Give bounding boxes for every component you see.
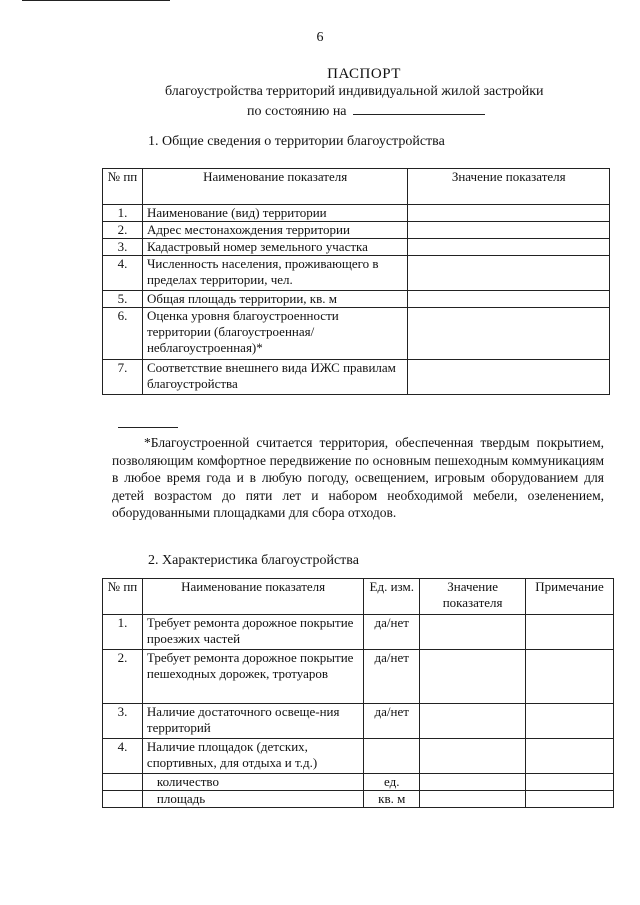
- row-value-cell[interactable]: [408, 308, 610, 360]
- as-of-label: по состоянию на: [247, 104, 347, 119]
- row-num: 3.: [103, 239, 143, 256]
- subrow-unit: кв. м: [364, 791, 420, 808]
- row-unit: да/нет: [364, 650, 420, 704]
- row-name: Наличие достаточного освеще-ния территорий: [142, 704, 363, 739]
- table-row: [103, 308, 610, 360]
- row-name: Оценка уровня благоустроенности территории (благоустроенная/ неблагоустроенная)*: [142, 308, 408, 360]
- row-value-cell[interactable]: [420, 704, 526, 739]
- document-title: ПАСПОРТ: [327, 66, 401, 82]
- table-subrow: [103, 791, 614, 808]
- row-value-cell[interactable]: [420, 615, 526, 650]
- as-of-date-line: [247, 102, 485, 120]
- row-num: 1.: [103, 205, 143, 222]
- row-note-cell[interactable]: [526, 739, 614, 774]
- top-border-line: [22, 0, 170, 1]
- table-row: [103, 256, 610, 291]
- row-value-cell[interactable]: [408, 360, 610, 395]
- table-row: [103, 239, 610, 256]
- table-header-row: [103, 169, 610, 205]
- row-name: Наличие площадок (детских, спортивных, для отдыха и т.д.): [142, 739, 363, 774]
- row-num: 4.: [103, 739, 143, 774]
- page-number: 6: [316, 30, 324, 45]
- row-num: [103, 774, 143, 791]
- row-name: Соответствие внешнего вида ИЖС правилам благоустройства: [142, 360, 408, 395]
- header-value: Значение показателя: [420, 579, 526, 615]
- table-row: [103, 739, 614, 774]
- as-of-date-blank[interactable]: [353, 102, 485, 115]
- row-name: Требует ремонта дорожное покрытие проезжих частей: [142, 615, 363, 650]
- row-num: 1.: [103, 615, 143, 650]
- subrow-value-cell[interactable]: [420, 774, 526, 791]
- subrow-note-cell[interactable]: [526, 791, 614, 808]
- row-value-cell[interactable]: [408, 256, 610, 291]
- row-name: Адрес местонахождения территории: [142, 222, 408, 239]
- table-row: [103, 205, 610, 222]
- row-num: 6.: [103, 308, 143, 360]
- row-value-cell[interactable]: [408, 291, 610, 308]
- document-subtitle: благоустройства территорий индивидуальной жилой застройки: [165, 84, 544, 99]
- table-row: [103, 291, 610, 308]
- header-name: Наименование показателя: [142, 579, 363, 615]
- table-subrow: [103, 774, 614, 791]
- table-header-row: [103, 579, 614, 615]
- header-num: № пп: [103, 169, 143, 205]
- row-value-cell[interactable]: [408, 222, 610, 239]
- row-value-cell[interactable]: [408, 205, 610, 222]
- row-num: 3.: [103, 704, 143, 739]
- header-num: № пп: [103, 579, 143, 615]
- section2-heading: 2. Характеристика благоустройства: [148, 553, 359, 568]
- row-note-cell[interactable]: [526, 704, 614, 739]
- row-num: 2.: [103, 650, 143, 704]
- footnote-text: *Благоустроенной считается территория, обеспеченная твердым покрытием, позволяющим комфортное передвижение по основным пешеходным коммуникациям в любое время года и в любую погоду, освещением, игровым оборудованием для детей возрастом до пяти лет и набором необходимой мебели, озеленением, оборудованными площадками для сбора отходов.: [112, 435, 604, 520]
- table-row: [103, 650, 614, 704]
- row-value-cell[interactable]: [420, 650, 526, 704]
- row-name: Кадастровый номер земельного участка: [142, 239, 408, 256]
- row-name: Наименование (вид) территории: [142, 205, 408, 222]
- table-row: [103, 222, 610, 239]
- table-row: [103, 704, 614, 739]
- row-name: Общая площадь территории, кв. м: [142, 291, 408, 308]
- header-value: Значение показателя: [408, 169, 610, 205]
- row-num: 2.: [103, 222, 143, 239]
- header-name: Наименование показателя: [142, 169, 408, 205]
- row-num: 4.: [103, 256, 143, 291]
- row-name: Требует ремонта дорожное покрытие пешеходных дорожек, тротуаров: [142, 650, 363, 704]
- row-num: [103, 791, 143, 808]
- section1-heading: 1. Общие сведения о территории благоустройства: [148, 134, 445, 149]
- subrow-name: количество: [142, 774, 363, 791]
- row-unit: да/нет: [364, 704, 420, 739]
- row-unit: да/нет: [364, 615, 420, 650]
- row-unit: [364, 739, 420, 774]
- row-num: 7.: [103, 360, 143, 395]
- subrow-unit: ед.: [364, 774, 420, 791]
- general-info-table: [102, 168, 610, 395]
- row-value-cell[interactable]: [420, 739, 526, 774]
- row-note-cell[interactable]: [526, 615, 614, 650]
- subrow-name: площадь: [142, 791, 363, 808]
- row-value-cell[interactable]: [408, 239, 610, 256]
- header-unit: Ед. изм.: [364, 579, 420, 615]
- row-num: 5.: [103, 291, 143, 308]
- table-row: [103, 615, 614, 650]
- header-note: Примечание: [526, 579, 614, 615]
- characteristics-table: [102, 578, 614, 808]
- table-row: [103, 360, 610, 395]
- row-note-cell[interactable]: [526, 650, 614, 704]
- footnote-separator: [118, 427, 178, 428]
- footnote: [112, 434, 604, 522]
- row-name: Численность населения, проживающего в пределах территории, чел.: [142, 256, 408, 291]
- subrow-value-cell[interactable]: [420, 791, 526, 808]
- subrow-note-cell[interactable]: [526, 774, 614, 791]
